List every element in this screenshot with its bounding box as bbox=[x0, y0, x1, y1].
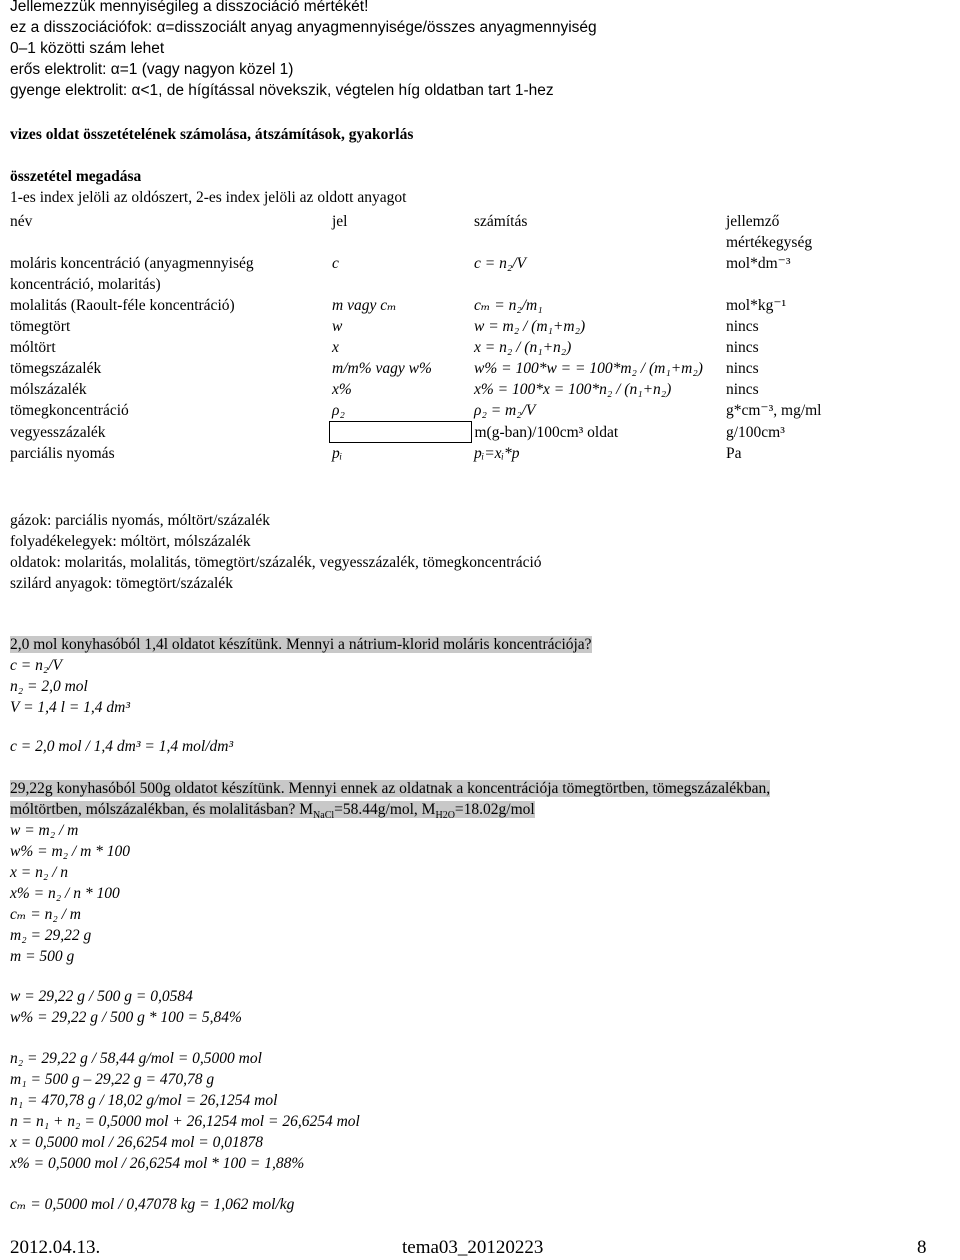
usage-gases: gázok: parciális nyomás, móltört/százalék bbox=[10, 512, 270, 529]
cell-symbol-empty bbox=[329, 422, 471, 443]
ex2-formula: cₘ = n₂ / m bbox=[10, 906, 81, 923]
cell-calc: c = n₂/V bbox=[474, 255, 527, 272]
footer-date: 2012.04.13. bbox=[10, 1237, 101, 1258]
ex2-formula: m = 500 g bbox=[10, 948, 75, 965]
heading-composition: összetétel megadása bbox=[10, 168, 142, 185]
ex2-formula: w = m₂ / m bbox=[10, 822, 79, 839]
example2-question-line2 bbox=[10, 801, 535, 825]
ex2-result: w = 29,22 g / 500 g = 0,0584 bbox=[10, 988, 193, 1005]
header-name: név bbox=[10, 213, 33, 230]
cell-name: vegyesszázalék bbox=[10, 423, 106, 441]
example1-question bbox=[10, 636, 592, 654]
ex2-result: n₁ = 470,78 g / 18,02 g/mol = 26,1254 mol bbox=[10, 1092, 278, 1109]
cell-name: moláris koncentráció (anyagmennyiség koncentráció, molaritás) bbox=[10, 255, 254, 293]
table-row bbox=[7, 443, 839, 465]
ex1-line: V = 1,4 l = 1,4 dm³ bbox=[10, 699, 131, 716]
example2-q2-end: =18.02g/mol bbox=[454, 801, 535, 818]
cell-name: mólszázalék bbox=[10, 381, 87, 398]
table-row bbox=[7, 422, 839, 443]
cell-calc: x% = 100*x = 100*n₂ / (n₁+n₂) bbox=[474, 381, 672, 398]
cell-name: tömegkoncentráció bbox=[10, 402, 129, 419]
ex1-result: c = 2,0 mol / 1,4 dm³ = 1,4 mol/dm³ bbox=[10, 738, 234, 755]
cell-unit: nincs bbox=[726, 381, 759, 398]
header-symbol: jel bbox=[332, 213, 348, 230]
table-row bbox=[7, 316, 839, 337]
table-row bbox=[7, 337, 839, 358]
cell-name: tömegtört bbox=[10, 318, 71, 335]
table-header-row bbox=[7, 211, 839, 253]
cell-unit: g*cm⁻³, mg/ml bbox=[726, 402, 822, 419]
cell-name: tömegszázalék bbox=[10, 360, 102, 377]
cell-calc: pᵢ=xᵢ*p bbox=[474, 444, 520, 462]
cell-calc: w = m₂ / (m₁+m₂) bbox=[474, 318, 586, 335]
sub-h2o: H2O bbox=[435, 810, 455, 822]
table-row bbox=[7, 400, 839, 422]
index-note: 1-es index jelöli az oldószert, 2-es index jelöli az oldott anyagot bbox=[10, 189, 407, 206]
header-unit: jellemző mértékegység bbox=[726, 213, 813, 251]
cell-name: móltört bbox=[10, 339, 56, 356]
cell-symbol: x bbox=[332, 339, 339, 356]
example2-q2-mid: =58.44g/mol, M bbox=[334, 801, 436, 818]
example2-question-line1 bbox=[10, 780, 770, 798]
ex2-formula: x% = n₂ / n * 100 bbox=[10, 885, 120, 902]
cell-name: parciális nyomás bbox=[10, 444, 115, 462]
cell-unit: nincs bbox=[726, 339, 759, 356]
ex2-result: n₂ = 29,22 g / 58,44 g/mol = 0,5000 mol bbox=[10, 1050, 262, 1067]
footer-filename: tema03_20120223 bbox=[402, 1237, 544, 1258]
intro-line-2: ez a disszociációfok: α=disszociált anyag anyagmennyisége/összes anyagmennyiség bbox=[10, 19, 597, 36]
cell-symbol: pᵢ bbox=[332, 445, 343, 462]
ex2-result: x% = 0,5000 mol / 26,6254 mol * 100 = 1,88% bbox=[10, 1155, 305, 1172]
cell-name: molalitás (Raoult-féle koncentráció) bbox=[10, 297, 235, 314]
ex2-formula: w% = m₂ / m * 100 bbox=[10, 843, 131, 860]
header-calc: számítás bbox=[474, 213, 528, 230]
intro-line-1: Jellemezzük mennyiségileg a disszociáció mértékét! bbox=[10, 0, 369, 15]
usage-solutions: oldatok: molaritás, molalitás, tömegtört/százalék, vegyesszázalék, tömegkoncentráció bbox=[10, 554, 542, 571]
heading-composition-calc: vizes oldat összetételének számolása, átszámítások, gyakorlás bbox=[10, 126, 414, 143]
intro-line-5: gyenge elektrolit: α<1, de hígítással növekszik, végtelen híg oldatban tart 1-hez bbox=[10, 82, 554, 99]
table-row bbox=[7, 379, 839, 400]
usage-solids: szilárd anyagok: tömegtört/százalék bbox=[10, 575, 233, 592]
ex2-formula: m₂ = 29,22 g bbox=[10, 927, 92, 944]
cell-symbol: m/m% vagy w% bbox=[332, 360, 432, 377]
cell-unit: nincs bbox=[726, 360, 759, 377]
cell-symbol: x% bbox=[332, 381, 352, 398]
composition-table bbox=[7, 211, 840, 464]
footer-page-number: 8 bbox=[917, 1237, 927, 1258]
cell-unit: Pa bbox=[726, 444, 742, 462]
example1-question-text: 2,0 mol konyhasóból 1,4l oldatot készítünk. Mennyi a nátrium-klorid moláris koncentrációja? bbox=[10, 636, 592, 653]
ex1-line: n₂ = 2,0 mol bbox=[10, 678, 88, 695]
sub-nacl: NaCl bbox=[313, 810, 335, 822]
cell-symbol: c bbox=[332, 255, 339, 272]
cell-symbol: m vagy cₘ bbox=[332, 297, 397, 314]
cell-calc: ρ₂ = m₂/V bbox=[474, 402, 536, 419]
cell-calc: cₘ = n₂/m₁ bbox=[474, 297, 543, 314]
table-row bbox=[7, 358, 839, 379]
table-row bbox=[7, 295, 839, 316]
example2-q1-text: 29,22g konyhasóból 500g oldatot készítünk. Mennyi ennek az oldatnak a koncentrációja tömegtörtben, tömegszázalékban, bbox=[10, 780, 771, 797]
ex2-result: n = n₁ + n₂ = 0,5000 mol + 26,1254 mol = 26,6254 mol bbox=[10, 1113, 360, 1130]
cell-calc: x = n₂ / (n₁+n₂) bbox=[474, 339, 572, 356]
ex2-result: m₁ = 500 g – 29,22 g = 470,78 g bbox=[10, 1071, 215, 1088]
cell-symbol: ρ₂ bbox=[332, 402, 345, 419]
intro-line-4: erős elektrolit: α=1 (vagy nagyon közel 1) bbox=[10, 61, 294, 78]
cell-unit: nincs bbox=[726, 318, 759, 335]
intro-line-3: 0–1 közötti szám lehet bbox=[10, 40, 165, 57]
table-row bbox=[7, 253, 839, 295]
ex2-result: x = 0,5000 mol / 26,6254 mol = 0,01878 bbox=[10, 1134, 263, 1151]
ex2-molality-result: cₘ = 0,5000 mol / 0,47078 kg = 1,062 mol/kg bbox=[10, 1196, 295, 1213]
ex1-line: c = n₂/V bbox=[10, 657, 63, 674]
ex2-formula: x = n₂ / n bbox=[10, 864, 69, 881]
example2-q2-text: móltörtben, mólszázalékban, és molalitásban? M bbox=[10, 801, 314, 818]
usage-liquids: folyadékelegyek: móltört, mólszázalék bbox=[10, 533, 251, 550]
cell-unit: mol*dm⁻³ bbox=[726, 255, 791, 272]
cell-unit: mol*kg⁻¹ bbox=[726, 297, 787, 314]
ex2-result: w% = 29,22 g / 500 g * 100 = 5,84% bbox=[10, 1009, 242, 1026]
cell-calc: w% = 100*w = = 100*m₂ / (m₁+m₂) bbox=[474, 360, 703, 377]
cell-symbol: w bbox=[332, 318, 343, 335]
cell-calc: m(g-ban)/100cm³ oldat bbox=[474, 423, 619, 441]
cell-unit: g/100cm³ bbox=[726, 423, 785, 441]
